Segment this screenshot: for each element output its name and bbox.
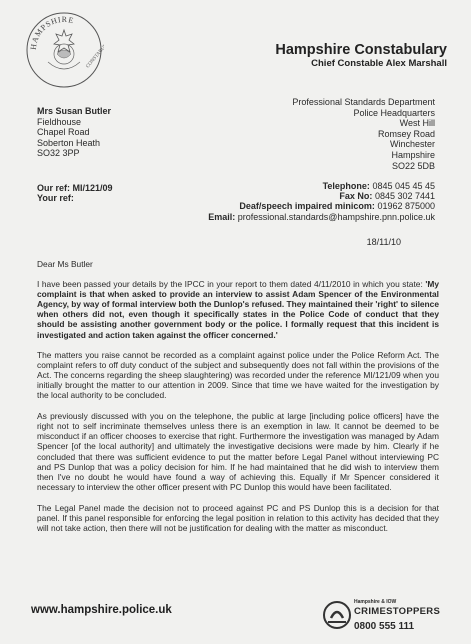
constabulary-crest-logo [24,10,104,90]
website-link[interactable]: www.hampshire.police.uk [31,604,172,616]
chief-constable-line: Chief Constable Alex Marshall [311,58,447,69]
svg-text:HAMPSHIRE: HAMPSHIRE [28,14,76,51]
your-reference: Your ref: [37,193,74,203]
paragraph-4: The Legal Panel made the decision not to proceed against PC and PS Dunlop this is a decision for that panel. If this panel responsible for enforcing the legal position in relation to this activity has decided that they will not take action, then there will not be justification for dealing with the matter as misconduct. [37,502,439,534]
recipient-line: Soberton Heath [37,137,101,148]
letter-date: 18/11/10 [366,237,401,247]
crimestoppers-brand: CRIMESTOPPERS [354,606,441,617]
complaint-quote: 'My complaint is that when asked to provide an interview to assist Adam Spencer of the Environmental Agency, by way of formal interview both the Dunlop's refused. They maintained their 'right' to silence when others did not, even though it specifically states in the Police Code of conduct that they should be assisting another government body or the police. I formally request that this incident is investigated and action taken against the officer concerned.' [37,279,439,340]
paragraph-3: As previously discussed with you on the telephone, the public at large [including police officers] have the right not to self incriminate themselves unless there is an exemption in law. It cannot be deemed to be misconduct if an officer chooses to exercise that right. Furthermore the investigation was managed by Adam Spencer [of the local authority] and ultimately the investigative decisions were made by him. Clearly if he concluded that there was sufficient evidence to put the matter before Legal Panel without interviewing PC and PS Dunlop that was a policy decision for him. If he had maintained that he did wish to interview them then I've no doubt he would have found a way of achieving this. Equally if Mr Spencer considered it necessary to interview the other officer present with PC Dunlop this would have been facilitated. [37,411,439,492]
sender-line: Romsey Road [377,128,435,139]
recipient-line: Chapel Road [37,127,90,138]
crimestoppers-logo [322,598,441,634]
crimestoppers-phone: 0800 555 111 [354,621,415,632]
letter-body [37,259,439,543]
recipient-line: Fieldhouse [37,116,82,127]
email-line: Email: professional.standards@hampshire.pnn.police.uk [208,211,435,222]
telephone-line: Telephone: 0845 045 45 45 [322,181,435,191]
sender-address [292,97,435,171]
sender-line: Winchester [389,139,435,150]
minicom-line: Deaf/speech impaired minicom: 01962 875000 [239,201,435,212]
paragraph-1: I have been passed your details by the IPCC in your report to them dated 4/11/2010 in which you state: 'My complaint is that when asked to provide an interview to assist Adam Spencer of the Environmental Agency, by way of formal interview both the Dunlop's refused. They maintained their 'right' to silence when others did not, even though it specifically states in the Police Code of conduct that they should be assisting another government body or the police. I formally request that this incident is investigated and action taken against the officer concerned.' [37,279,439,340]
email-address[interactable]: professional.standards@hampshire.pnn.police.uk [237,211,435,222]
recipient-postcode: SO32 3PP [37,148,80,159]
reference-block [37,183,113,203]
paragraph-2: The matters you raise cannot be recorded as a complaint against police under the Police Reform Act. The complaint refers to off duty conduct of the subject and subsequently does not fall within the provisions of the Act. The concerns regarding the sheep slaughtering) was recorded under the reference MI/121/09 when you initially brought the matter to our attention in 2009. Since that time we have waited for the investigation by the local authority to be concluded. [37,349,439,401]
recipient-name: Mrs Susan Butler [37,106,112,116]
svg-text:CONSTABULARY: CONSTABULARY [85,35,104,70]
crimestoppers-region: Hampshire & IOW [354,599,397,605]
our-reference: Our ref: MI/121/09 [37,183,113,193]
crimestoppers-mark-icon [322,600,352,630]
salutation: Dear Ms Butler [37,259,93,269]
sender-postcode: SO22 5DB [391,160,435,171]
department-name: Professional Standards Department [292,97,435,107]
letterhead-title [275,42,447,70]
organisation-name: Hampshire Constabulary [275,42,447,58]
recipient-address [37,106,111,159]
sender-line: West Hill [399,118,435,129]
sender-line: Hampshire [391,149,435,160]
contact-details [208,181,435,222]
sender-line: Police Headquarters [353,107,435,118]
fax-line: Fax No: 0845 302 7441 [339,191,435,202]
